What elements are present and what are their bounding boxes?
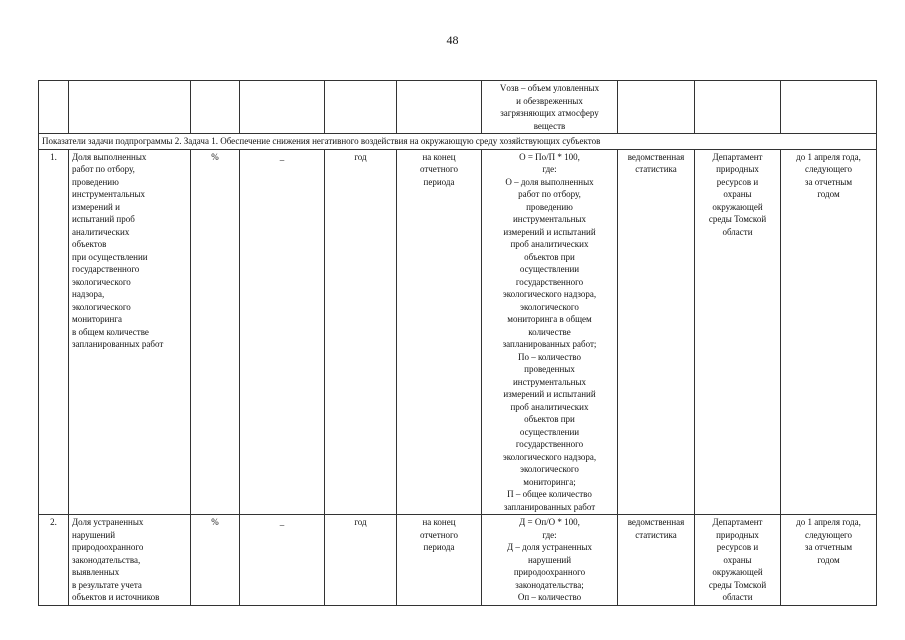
section-header: Показатели задачи подпрограммы 2. Задача 1. Обеспечение снижения негативного воздействия на окружающую среду хозяйствующих субъектов (39, 134, 877, 150)
cell-empty (695, 81, 781, 134)
cell-empty (325, 81, 397, 134)
section-header-row (39, 134, 877, 150)
cell-source: ведомственная статистика (618, 149, 695, 515)
cell-empty (781, 81, 877, 134)
cell-empty (69, 81, 191, 134)
cell-unit: % (191, 149, 240, 515)
cell-formula: О = По/П * 100, где: О – доля выполненных работ по отбору, проведению инструментальных измерений и испытаний проб аналитических объектов при осуществлении государственного экологического надзора, экологического мониторинга в общем количестве запланированных работ; По – количество проведенных инструментальных измерений и испытаний проб аналитических объектов при осуществлении государственного экологического надзора, экологического мониторинга; П – общее количество запланированных работ (482, 149, 618, 515)
cell-periodicity: год (325, 515, 397, 606)
cell-unit: % (191, 515, 240, 606)
cell-indicator-name: Доля устраненных нарушений природоохранного законодательства, выявленных в результате учета объектов и источников (69, 515, 191, 606)
cell-responsible: Департамент природных ресурсов и охраны окружающей среды Томской области (695, 149, 781, 515)
cell-formula-continuation: Vозв – объем уловленных и обезвреженных загрязняющих атмосферу веществ (482, 81, 618, 134)
table-row (39, 149, 877, 515)
cell-number: 1. (39, 149, 69, 515)
cell-number: 2. (39, 515, 69, 606)
cell-empty (39, 81, 69, 134)
indicators-table (38, 80, 877, 606)
cell-empty (618, 81, 695, 134)
cell-dash: _ (240, 515, 325, 606)
cell-timing: на конец отчетного периода (397, 515, 482, 606)
page-number: 48 (446, 33, 459, 47)
table-row-continuation (39, 81, 877, 134)
table-row (39, 515, 877, 606)
cell-formula: Д = Оп/О * 100, где: Д – доля устраненных нарушений природоохранного законодательства; Оп – количество (482, 515, 618, 606)
cell-deadline: до 1 апреля года, следующего за отчетным годом (781, 149, 877, 515)
cell-empty (397, 81, 482, 134)
cell-periodicity: год (325, 149, 397, 515)
cell-indicator-name: Доля выполненных работ по отбору, проведению инструментальных измерений и испытаний проб аналитических объектов при осуществлении государственного экологического надзора, экологического мониторинга в общем количестве запланированных работ (69, 149, 191, 515)
cell-empty (240, 81, 325, 134)
cell-responsible: Департамент природных ресурсов и охраны окружающей среды Томской области (695, 515, 781, 606)
cell-timing: на конец отчетного периода (397, 149, 482, 515)
cell-dash: _ (240, 149, 325, 515)
cell-deadline: до 1 апреля года, следующего за отчетным годом (781, 515, 877, 606)
cell-source: ведомственная статистика (618, 515, 695, 606)
cell-empty (191, 81, 240, 134)
